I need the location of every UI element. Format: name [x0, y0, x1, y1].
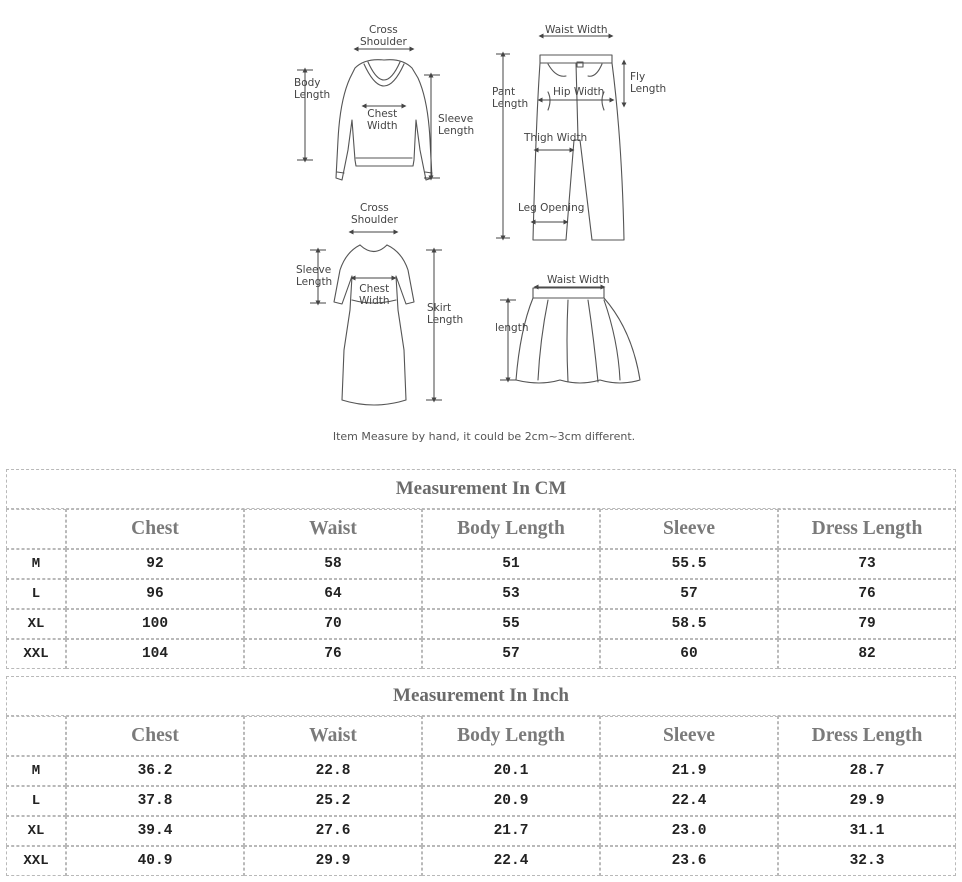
value-cell: 104 — [66, 639, 244, 669]
size-cell: XXL — [6, 846, 66, 876]
value-cell: 22.8 — [244, 756, 422, 786]
value-cell: 21.9 — [600, 756, 778, 786]
column-header: Dress Length — [778, 509, 956, 549]
body-length-label: Body Length — [294, 77, 331, 101]
value-cell: 37.8 — [66, 786, 244, 816]
value-cell: 39.4 — [66, 816, 244, 846]
value-cell: 79 — [778, 609, 956, 639]
value-cell: 20.9 — [422, 786, 600, 816]
chest-width-label: Chest Width — [367, 108, 398, 132]
value-cell: 40.9 — [66, 846, 244, 876]
column-header: Body Length — [422, 509, 600, 549]
table-row — [6, 639, 956, 669]
pant-length-label: Pant Length — [492, 86, 529, 110]
leg-opening-label: Leg Opening — [518, 202, 585, 214]
table-title: Measurement In Inch — [6, 676, 956, 716]
cm-size-table — [6, 469, 956, 669]
value-cell: 25.2 — [244, 786, 422, 816]
sleeve-length-label: Sleeve Length — [438, 113, 475, 137]
value-cell: 92 — [66, 549, 244, 579]
column-header: Sleeve — [600, 509, 778, 549]
value-cell: 70 — [244, 609, 422, 639]
column-header: Chest — [66, 509, 244, 549]
value-cell: 32.3 — [778, 846, 956, 876]
value-cell: 23.6 — [600, 846, 778, 876]
hip-width-label: Hip Width — [553, 86, 605, 98]
dress-sketch — [334, 245, 414, 405]
value-cell: 58 — [244, 549, 422, 579]
value-cell: 60 — [600, 639, 778, 669]
table-row — [6, 609, 956, 639]
value-cell: 55 — [422, 609, 600, 639]
table-title: Measurement In CM — [6, 469, 956, 509]
column-header: Sleeve — [600, 716, 778, 756]
value-cell: 96 — [66, 579, 244, 609]
skirt-waist-width-label: Waist Width — [547, 274, 610, 286]
fly-length-label: Fly Length — [630, 71, 667, 95]
table-row — [6, 846, 956, 876]
cross-shoulder-label: Cross Shoulder — [360, 24, 407, 48]
value-cell: 51 — [422, 549, 600, 579]
column-header: Body Length — [422, 716, 600, 756]
pants-waist-width-label: Waist Width — [545, 24, 608, 36]
size-cell: M — [6, 756, 66, 786]
column-header: Waist — [244, 509, 422, 549]
value-cell: 100 — [66, 609, 244, 639]
value-cell: 29.9 — [244, 846, 422, 876]
size-cell: M — [6, 549, 66, 579]
table-row — [6, 816, 956, 846]
value-cell: 21.7 — [422, 816, 600, 846]
value-cell: 76 — [244, 639, 422, 669]
empty-corner-cell — [6, 716, 66, 756]
measure-ticks — [297, 54, 516, 400]
value-cell: 28.7 — [778, 756, 956, 786]
value-cell: 22.4 — [600, 786, 778, 816]
column-header: Dress Length — [778, 716, 956, 756]
thigh-width-label: Thigh Width — [524, 132, 588, 144]
size-cell: XXL — [6, 639, 66, 669]
table-row — [6, 549, 956, 579]
dress-cross-shoulder-label: Cross Shoulder — [351, 202, 398, 226]
skirt-length-label: Skirt Length — [427, 302, 464, 326]
value-cell: 57 — [422, 639, 600, 669]
table-row — [6, 579, 956, 609]
value-cell: 76 — [778, 579, 956, 609]
size-cell: XL — [6, 816, 66, 846]
value-cell: 22.4 — [422, 846, 600, 876]
empty-corner-cell — [6, 509, 66, 549]
value-cell: 57 — [600, 579, 778, 609]
value-cell: 53 — [422, 579, 600, 609]
value-cell: 36.2 — [66, 756, 244, 786]
skirt-sketch — [516, 288, 640, 383]
column-header: Waist — [244, 716, 422, 756]
value-cell: 82 — [778, 639, 956, 669]
size-cell: L — [6, 579, 66, 609]
measure-note: Item Measure by hand, it could be 2cm~3cm different. — [332, 430, 636, 443]
table-row — [6, 786, 956, 816]
skirt-length-side-label: length — [495, 322, 529, 334]
column-header: Chest — [66, 716, 244, 756]
value-cell: 27.6 — [244, 816, 422, 846]
value-cell: 58.5 — [600, 609, 778, 639]
inch-size-table — [6, 676, 956, 876]
size-cell: L — [6, 786, 66, 816]
dress-chest-width-label: Chest Width — [359, 283, 390, 307]
value-cell: 55.5 — [600, 549, 778, 579]
size-cell: XL — [6, 609, 66, 639]
value-cell: 20.1 — [422, 756, 600, 786]
dress-sleeve-length-label: Sleeve Length — [296, 264, 333, 288]
value-cell: 23.0 — [600, 816, 778, 846]
value-cell: 31.1 — [778, 816, 956, 846]
table-row — [6, 756, 956, 786]
value-cell: 29.9 — [778, 786, 956, 816]
value-cell: 73 — [778, 549, 956, 579]
value-cell: 64 — [244, 579, 422, 609]
